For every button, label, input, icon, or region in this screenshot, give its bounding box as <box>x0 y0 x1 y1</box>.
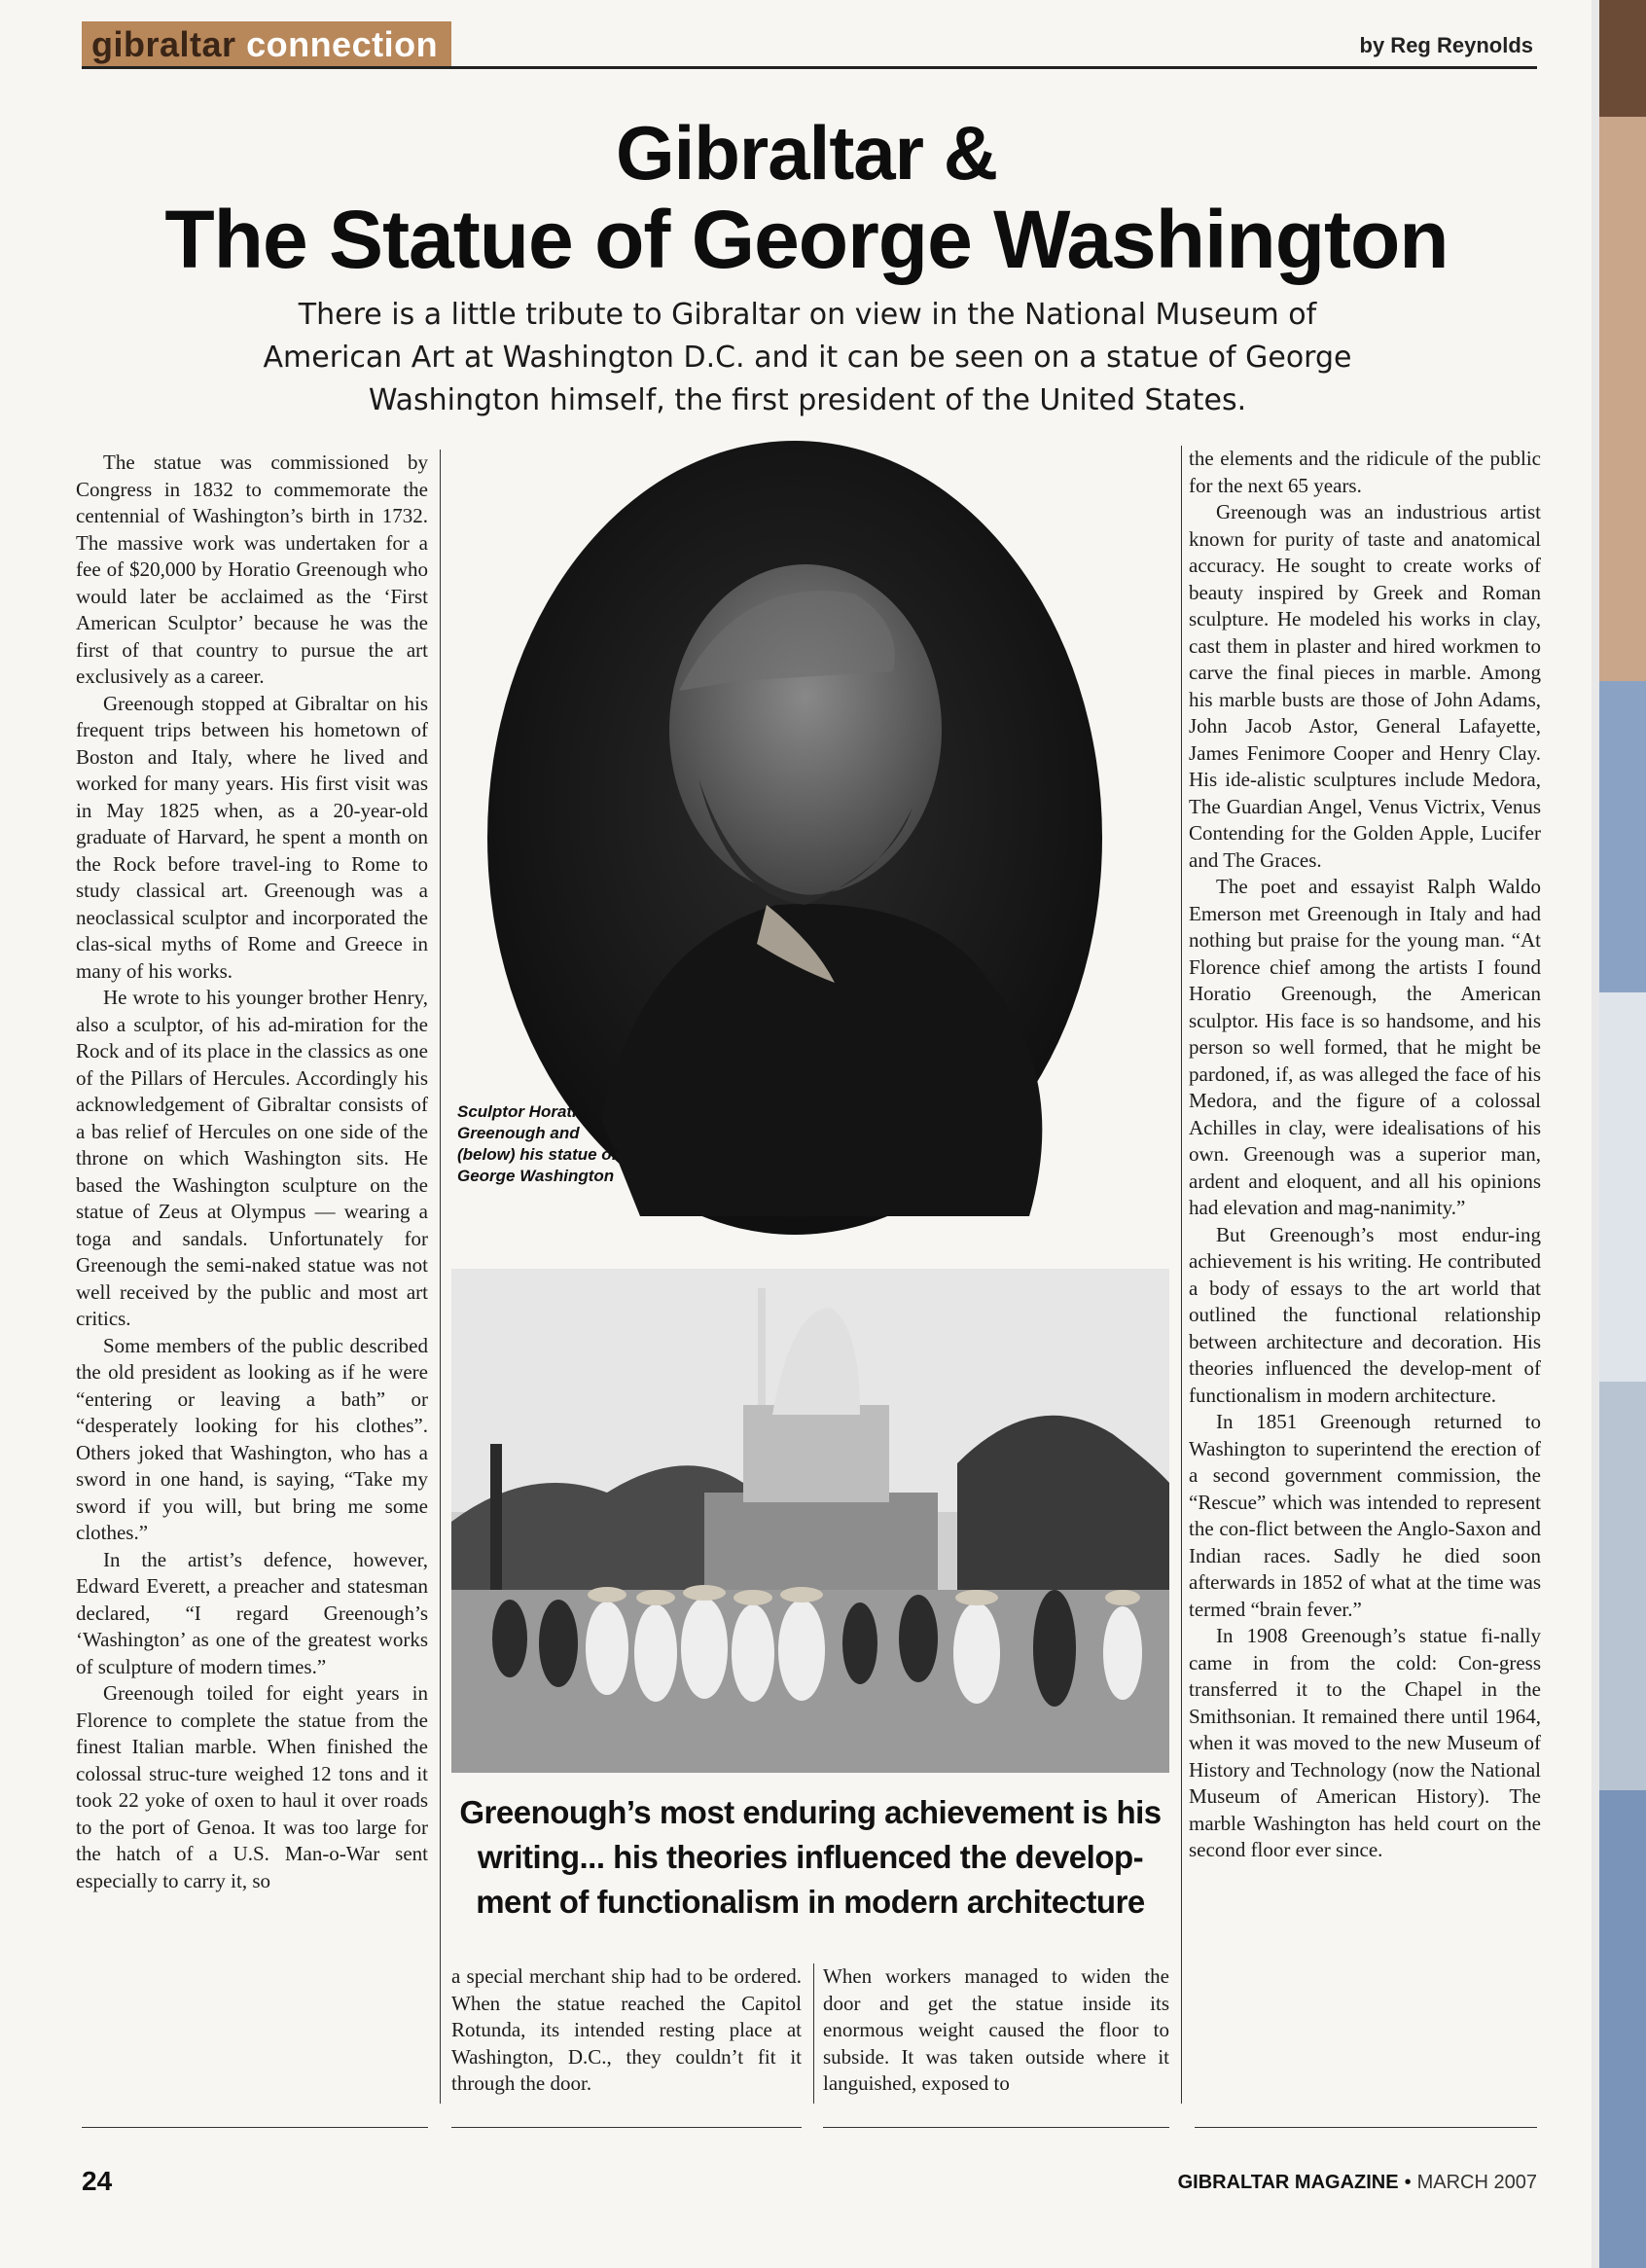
headline-line-1: Gibraltar & <box>615 110 998 196</box>
column-end-rule <box>823 2127 1169 2128</box>
section-word-connection: connection <box>246 24 439 64</box>
deck-intro: There is a little tribute to Gibraltar on view in the National Museum of American Art at Washington D.C. and it can be seen on a statue of George Washington himself, the first president of the United States. <box>263 298 1352 417</box>
article-column-2 <box>451 1963 802 2098</box>
section-tab <box>82 21 451 68</box>
section-word-gibraltar: gibraltar <box>91 24 236 64</box>
statue-photo-washington <box>451 1269 1169 1773</box>
article-column-1 <box>76 450 428 1894</box>
facing-page-edge-image <box>1592 0 1646 2268</box>
column-rule <box>440 450 441 2104</box>
paragraph: a special merchant ship had to be ordered. When the statue reached the Capitol Rotunda, its intended resting place at Washington, D.C., they couldn’t fit it through the door. <box>451 1964 802 2095</box>
column-end-rule <box>451 2127 802 2128</box>
paragraph: The poet and essayist Ralph Waldo Emerson met Greenough in Italy and had nothing but praise for the young man. “At Florence chief among the artists I found Horatio Greenough, the American sculptor. His face is so handsome, and his person so well formed, that he might be pardoned, if, as was alleged the face of his Medora, and the figure of a colossal Achilles in clay, were idealisations of his own. Greenough was a superior man, ardent and eloquent, and all his opinions had elevation and mag-nanimity.” <box>1189 875 1541 1219</box>
issue-date: MARCH 2007 <box>1416 2172 1537 2193</box>
footer-separator: • <box>1404 2172 1412 2193</box>
paragraph: Greenough stopped at Gibraltar on his frequent trips between his hometown of Boston and Italy, where he lived and worked for many years. His first visit was in May 1825 when, as a 20-year-old graduate of Harvard, he spent a month on the Rock before travel-ing to Rome to study classical art. Greenough was a neoclassical sculptor and incorporated the clas-sical myths of Rome and Greece in many of his works. <box>76 691 428 983</box>
paragraph: The statue was commissioned by Congress in 1832 to commemorate the centennial of Washington’s birth in 1732. The massive work was undertaken for a fee of $20,000 by Horatio Greenough who would later be acclaimed as the ‘First American Sculptor’ because he was the first of that country to pursue the art exclusively as a career. <box>76 450 428 688</box>
publication-name: GIBRALTAR MAGAZINE <box>1177 2172 1399 2193</box>
paragraph: In the artist’s defence, however, Edward Everett, a preacher and statesman declared, “I regard Greenough’s ‘Washington’ as one of the greatest works of sculpture of modern times.” <box>76 1547 428 1678</box>
page-number: 24 <box>82 2166 113 2196</box>
photo-caption: Sculptor Horatio Greenough and (below) his statue of George Washington <box>457 1102 618 1185</box>
paragraph: He wrote to his younger brother Henry, also a sculptor, of his ad-miration for the Rock and of its place in the classics as one of the Pillars of Hercules. Accordingly his acknowledgement of Gibraltar consists of a bas relief of Hercules on one side of the throne on which Washington sits. He based the Washington sculpture on the statue of Zeus at Olympus — wearing a toga and sandals. Unfortunately for Greenough the semi-naked statue was not well received by the public and most art critics. <box>76 986 428 1330</box>
paragraph: the elements and the ridicule of the public for the next 65 years. <box>1189 447 1541 497</box>
article-column-4 <box>1189 446 1541 1864</box>
paragraph: Some members of the public described the old president as looking as if he were “entering or leaving a bath” or “desperately looking for his clothes”. Others joked that Washington, who has a sword in one hand, is saying, “Take my sword if you will, but bring me some clothes.” <box>76 1333 428 1544</box>
header-rule <box>82 66 1537 69</box>
column-end-rule <box>1195 2127 1537 2128</box>
headline-line-2: The Statue of George Washington <box>164 194 1449 285</box>
column-rule <box>813 1963 814 2104</box>
paragraph: In 1851 Greenough returned to Washington to superintend the erection of a second government commission, the “Rescue” which was intended to represent the con-flict between the Anglo-Saxon and Indian races. Sadly he died soon afterwards in 1852 of what at the time was termed “brain fever.” <box>1189 1410 1541 1621</box>
paragraph: Greenough was an industrious artist known for purity of taste and anatomical accuracy. He sought to create works of beauty inspired by Greek and Roman sculpture. He modeled his works in clay, cast them in plaster and hired workmen to carve the final pieces in marble. Among his marble busts are those of John Adams, John Jacob Astor, General Lafayette, James Fenimore Cooper and Henry Clay. His ide-alistic sculptures include Medora, The Guardian Angel, Venus Victrix, Venus Contending for the Golden Apple, Lucifer and The Graces. <box>1189 500 1541 872</box>
paragraph: In 1908 Greenough’s statue fi-nally came in from the cold: Con-gress transferred it to the Chapel in the Smithsonian. It remained there until 1964, when it was moved to the new Museum of History and Technology (now the National Museum of American History). The marble Washington has held court on the second floor ever since. <box>1189 1624 1541 1861</box>
pull-quote: Greenough’s most enduring achievement is his writing... his theories influenced the develop-ment of functionalism in modern architecture <box>459 1794 1162 1920</box>
column-rule <box>1181 446 1182 2104</box>
article-column-3 <box>823 1963 1169 2098</box>
paragraph: When workers managed to widen the door and get the statue inside its enormous weight caused the floor to subside. It was taken outside where it languished, exposed to <box>823 1964 1169 2095</box>
byline: by Reg Reynolds <box>1359 33 1533 57</box>
column-end-rule <box>82 2127 428 2128</box>
paragraph: Greenough toiled for eight years in Florence to complete the statue from the finest Italian marble. When finished the colossal struc-ture weighed 12 tons and it took 22 yoke of oxen to haul it over roads to the port of Genoa. It was too large for the hatch of a U.S. Man-o-War sent especially to carry it, so <box>76 1681 428 1892</box>
paragraph: But Greenough’s most endur-ing achievement is his writing. He contributed a body of essays to the art world that outlined the functional relationship between architecture and decoration. His theories influenced the develop-ment of functionalism in modern architecture. <box>1189 1222 1541 1407</box>
publication-footer <box>1178 2172 1537 2194</box>
